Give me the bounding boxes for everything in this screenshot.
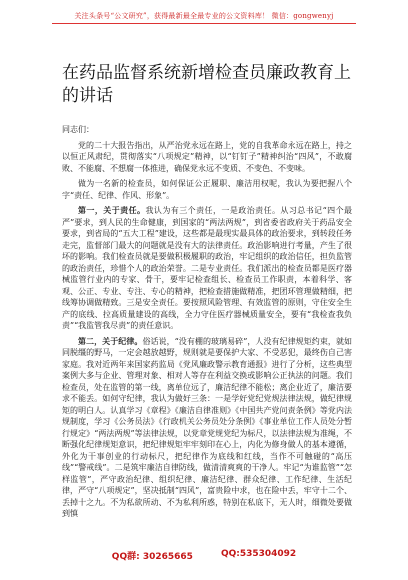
paragraph-text: 党的二十大报告指出，从严治党永远在路上，党的自我革命永远在路上，持之以恒正风肃纪，贯彻落实“八项规定”精神，以“钉钉子”精神纠治“四风”，不敢腐败、不能腐、不想腐一体推进，确保党永远不变质、不变色、不变味。 [62, 140, 352, 173]
paragraph-lead: 第一，关于责任。 [78, 205, 146, 215]
paragraph [62, 140, 352, 175]
footer-contacts [0, 549, 408, 563]
paragraph [62, 336, 352, 520]
banner-text: 关注头条号“公文研究”，获得最新最全最专业的公文资料库！ 微信：gongwenyj [74, 11, 334, 20]
paragraph [62, 178, 352, 201]
paragraph-lead: 第二，关于纪律。 [78, 335, 143, 346]
paragraph-text: 俗话说，“没有棚的玻璃易碎”，人没有纪律规矩约束，就如同脱缰的野马，一定会越放越野，规则就是要保护大家、不受恶犯，最终伤自己害家庭。我对近两年来国家药监局《党风廉政警示教育通报》进行了分析，这些典型案例大多与企业、管理对象、相对人等存在利益交换或影响公正执法的问题。我们检查员，处在监管的第一线，离单位远了，廉洁纪律不能松；离企业近了，廉洁要求不能丢。如何守纪律，我认为做好三条：一是学好党纪党规法律法规，做纪律规矩的明白人。认真学习《章程》《廉洁自律准则》《中国共产党问责条例》等党内法规制度，学习《公务员法》《行政机关公务员处分条例》《事业单位工作人员处分暂行规定》“两法两规”等法律法规，以党章党规党纪为标尺，以法律法规为准绳，不断强化纪律规矩意识，把纪律规矩牢牢刻印在心上，内化为修身做人的基本遵循，外化为干事创业的行动标尺，把纪律作为底线和红线，当作不可触碰的“高压线”“警戒线”。二是筑牢廉洁自律防线，做清清爽爽的干净人。牢记“为谁监管”“怎样监管”，严守政治纪律、组织纪律、廉洁纪律、群众纪律、工作纪律、生活纪律，严守“八项规定”，坚决抵制“四风”，富贵险中求，也在险中丢，牢守十二个、丢掉十之九。不为私欲所动、不为私利所惑，特别在私底下，无人时，细微处要做到慎 [62, 336, 353, 518]
footer-qq-group: QQ群: 30265665 [111, 552, 193, 562]
paragraph-text: 做为一名新的检查员，如何保证公正履职、廉洁用权呢，我认为要把握八个字“责任、纪律、作风、形象”。 [62, 179, 352, 200]
document-body [62, 124, 352, 524]
top-banner [52, 8, 356, 24]
document-title: 在药品监督系统新增检查员廉政教育上的讲话 [62, 63, 351, 106]
paragraph [62, 205, 352, 332]
footer-qq: QQ:535304092 [220, 549, 297, 559]
paragraph-text: 我认为有三个责任，一是政治责任。从习总书记“四个最严”要求，到人民的生命健康，到国家的“两法两规”，到省委省政府关于药品安全要求，到省局的“五大工程”建设，这些都是最现实最具体的政治要求，到转段任务走完，监督部门最大的问题就是没有大的法律责任。政治影响进行考量，产生了很坏的影响。我们检查员就是要做积极履职的政治，牢记组织的政治信任，担负监管的政治责任，珍惜个人的政治荣誉。二是专业责任。我们派出的检查员都是医疗器械监管行业内的专家、骨干，要牢记检查组长、检查员工作职责，本着科学、客观、公正、专业、专注、专心的精神，把检查措施做精准，把团环管理做精细，把线筹协调做精致。三是安全责任。要按照风险管理、有效监管的原则，守住安全生产的底线、拉高质量建设的高线，全力守住医疗器械质量安全，要有“我检查我负责”“我监管我尽责”的责任意识。 [62, 206, 353, 330]
greeting: 同志们： [62, 125, 94, 134]
